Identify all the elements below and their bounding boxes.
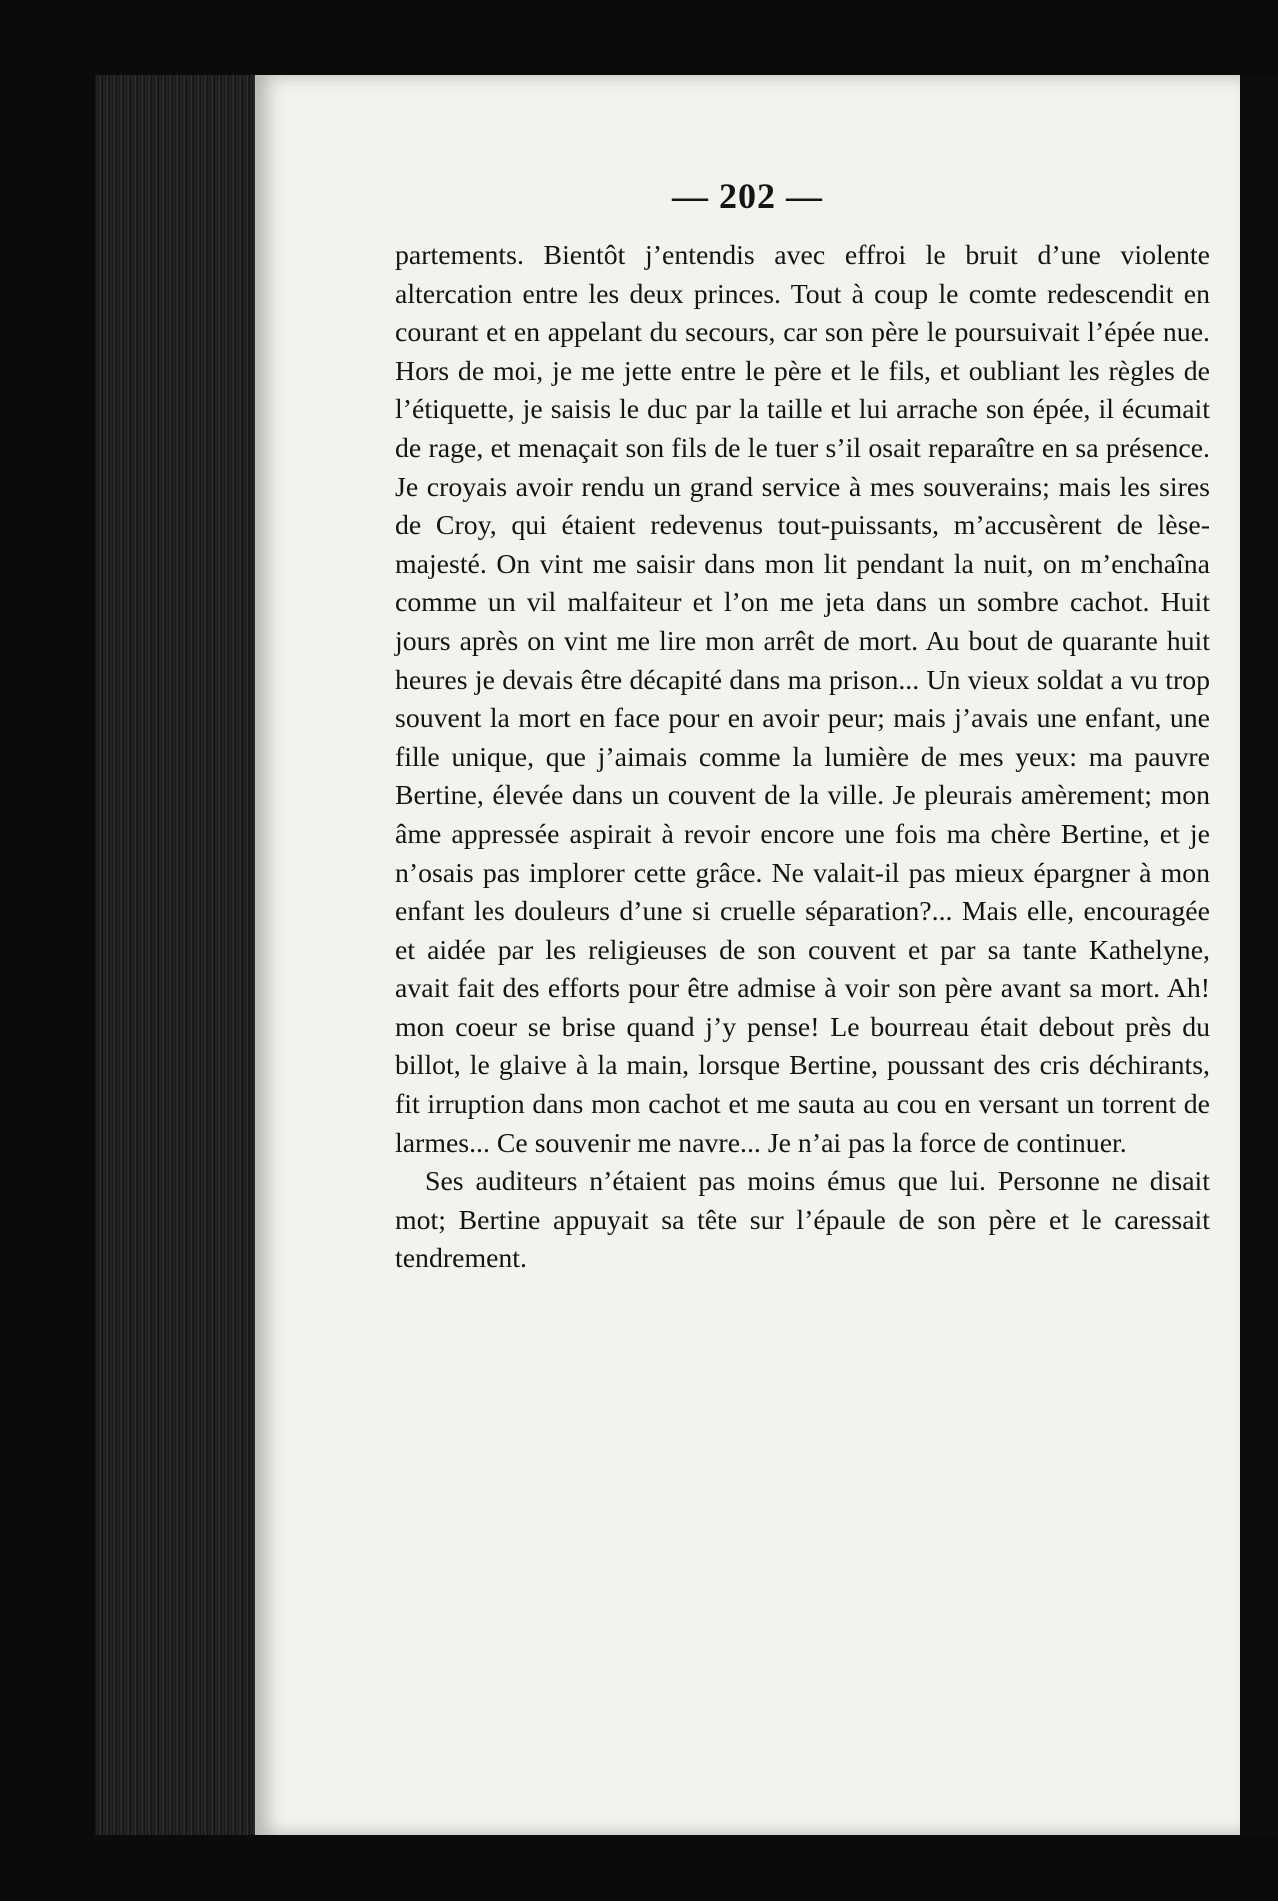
book-page — [255, 75, 1240, 1835]
book-page-edges — [95, 75, 260, 1835]
paragraph-1: partements. Bientôt j’entendis avec effroi le bruit d’une violente altercation entre les deux princes. Tout à coup le comte redescendit en courant et en appelant du secours, car son père le poursuivait l’épée nue. Hors de moi, je me jette entre le père et le fils, et oubliant les règles de l’étiquette, je saisis le duc par la taille et lui arrache son épée, il écumait de rage, et menaçait son fils de le tuer s’il osait reparaître en sa présence. Je croyais avoir rendu un grand service à mes souverains; mais les sires de Croy, qui étaient redevenus tout-puissants, m’accusèrent de lèse-majesté. On vint me saisir dans mon lit pendant la nuit, on m’enchaîna comme un vil malfaiteur et l’on me jeta dans un sombre cachot. Huit jours après on vint me lire mon arrêt de mort. Au bout de quarante huit heures je devais être décapité dans ma prison... Un vieux soldat a vu trop souvent la mort en face pour en avoir peur; mais j’avais une enfant, une fille unique, que j’aimais comme la lumière de mes yeux: ma pauvre Bertine, élevée dans un couvent de la ville. Je pleurais amèrement; mon âme appressée aspirait à revoir encore une fois ma chère Bertine, et je n’osais pas implorer cette grâce. Ne valait-il pas mieux épargner à mon enfant les douleurs d’une si cruelle séparation?... Mais elle, encouragée et aidée par les religieuses de son couvent et par sa tante Kathelyne, avait fait des efforts pour être admise à voir son père avant sa mort. Ah! mon coeur se brise quand j’y pense! Le bourreau était debout près du billot, le glaive à la main, lorsque Bertine, poussant des cris déchirants, fit irruption dans mon cachot et me sauta au cou en versant un torrent de larmes... Ce souvenir me navre... Je n’ai pas la force de continuer. — [395, 240, 1210, 1159]
paragraph-2: Ses auditeurs n’étaient pas moins émus que lui. Personne ne disait mot; Bertine appuyait sa tête sur l’épaule de son père et le caressait tendrement. — [395, 1166, 1210, 1275]
right-shadow — [1240, 75, 1278, 1835]
page-text — [395, 237, 1210, 1279]
page-number: — 202 — — [672, 176, 823, 216]
